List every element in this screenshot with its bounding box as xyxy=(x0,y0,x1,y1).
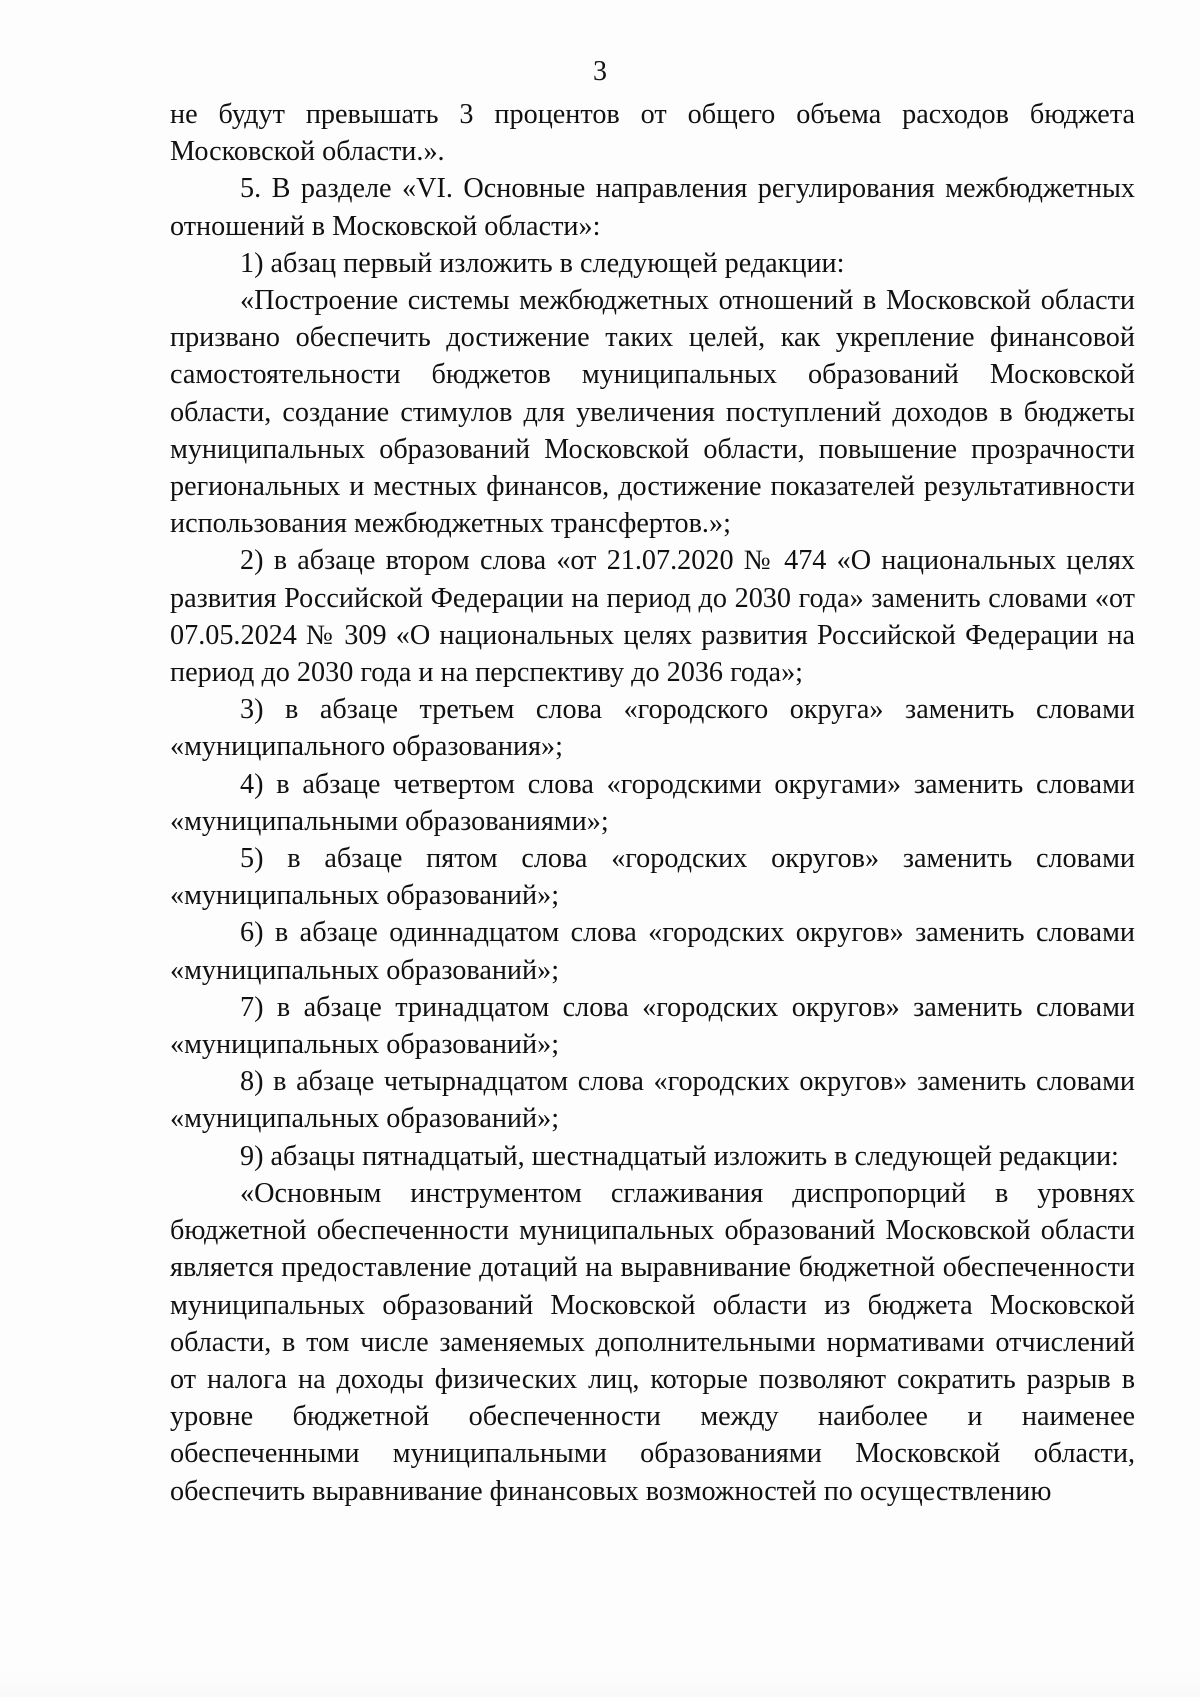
paragraph-subitem-8: 8) в абзаце четырнадцатом слова «городских округов» заменить словами «муниципальных образований»; xyxy=(170,1066,1135,1135)
paragraph-subitem-9: 9) абзацы пятнадцатый, шестнадцатый изложить в следующей редакции: xyxy=(240,1140,1119,1172)
paragraph-subitem-2: 2) в абзаце втором слова «от 21.07.2020 № 474 «О национальных целях развития Российской Федерации на период до 2030 года» заменить словами «от 07.05.2024 № 309 «О национальных целях развития Российской Федерации на период до 2030 года и на перспективу до 2036 года»; xyxy=(170,545,1135,689)
paragraph-subitem-6: 6) в абзаце одиннадцатом слова «городских округов» заменить словами «муниципальных образований»; xyxy=(170,917,1135,986)
paragraph-subitem-5: 5) в абзаце пятом слова «городских округов» заменить словами «муниципальных образований»; xyxy=(170,843,1135,912)
paragraph-quote-first: «Построение системы межбюджетных отношений в Московской области призвано обеспечить достижение таких целей, как укрепление финансовой самостоятельности бюджетов муниципальных образований Московской области, создание стимулов для увеличения поступлений доходов в бюджеты муниципальных образований Московской области, повышение прозрачности региональных и местных финансов, достижение показателей результативности использования межбюджетных трансфертов.»; xyxy=(170,285,1135,540)
paragraph-item-5: 5. В разделе «VI. Основные направления регулирования межбюджетных отношений в Московской области»: xyxy=(170,173,1135,242)
scan-edge-shade xyxy=(0,1667,1200,1697)
paragraph-quote-main-instrument: «Основным инструментом сглаживания диспропорций в уровнях бюджетной обеспеченности муниципальных образований Московской области является предоставление дотаций на выравнивание бюджетной обеспеченности муниципальных образований Московской области из бюджета Московской области, в том числе заменяемых дополнительными нормативами отчислений от налога на доходы физических лиц, которые позволяют сократить разрыв в уровне бюджетной обеспеченности между наиболее и наименее обеспеченными муниципальными образованиями Московской области, обеспечить выравнивание финансовых возможностей по осуществлению xyxy=(170,1177,1135,1507)
page-number: 3 xyxy=(593,56,607,87)
document-body xyxy=(170,96,1135,1510)
paragraph-subitem-7: 7) в абзаце тринадцатом слова «городских округов» заменить словами «муниципальных образований»; xyxy=(170,991,1135,1061)
paragraph-subitem-1: 1) абзац первый изложить в следующей редакции: xyxy=(240,247,845,279)
paragraph-continuation: не будут превышать 3 процентов от общего объема расходов бюджета Московской области.». xyxy=(170,99,1135,168)
paragraph-subitem-4: 4) в абзаце четвертом слова «городскими округами» заменить словами «муниципальными образованиями»; xyxy=(170,768,1135,837)
paragraph-subitem-3: 3) в абзаце третьем слова «городского округа» заменить словами «муниципального образования»; xyxy=(170,694,1135,763)
